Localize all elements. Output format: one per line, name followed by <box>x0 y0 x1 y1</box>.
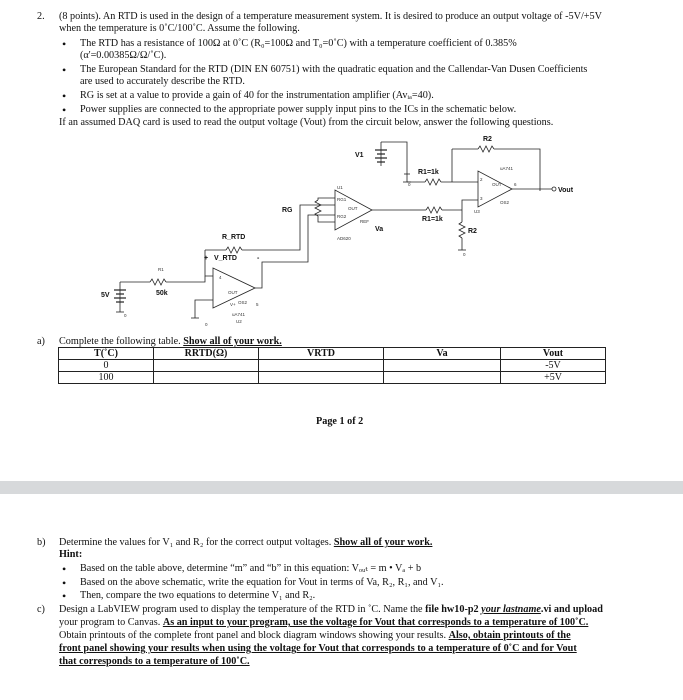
part-c-line1-a: Design a LabVIEW program used to display the temperature of the RTD in ˚C. Name the <box>59 604 423 615</box>
hint-bullet-2: • Based on the above schematic, write the equation for Vout in terms of Va, R₂, R₁, and V₁. <box>80 577 444 589</box>
u2-os2-pin: OS2 <box>238 300 248 305</box>
u2-vplus-pin: V+ <box>230 302 236 307</box>
ground-label-v1: 0 <box>408 182 411 187</box>
ground-label-u2: 0 <box>205 322 208 327</box>
header-vout: Vout <box>501 348 606 360</box>
hint-bullet-3: • Then, compare the two equations to determine V₁ and R₂. <box>80 590 315 602</box>
part-a-label: a) <box>37 336 45 347</box>
part-c-label: c) <box>37 604 45 615</box>
r1-mid-label: R1=1k <box>422 216 443 223</box>
part-b-bold: Show all of your work. <box>333 537 433 548</box>
vout-label: Vout <box>558 187 574 194</box>
part-b-text: Determine the values for V₁ and R₂ for the correct output voltages. <box>59 537 332 548</box>
part-a-prompt-text: Complete the following table. <box>59 336 181 347</box>
problem-question: If an assumed DAQ card is used to read the output voltage (Vout) from the circuit below, answer the following questions. <box>59 117 554 128</box>
u3-out-pin: OUT <box>492 182 502 187</box>
header-temperature: T(˚C) <box>59 348 154 360</box>
ground-label-5v: 0 <box>124 313 127 318</box>
u2-ref: U2 <box>236 319 242 324</box>
v1-label: V1 <box>355 152 364 159</box>
u1-ref-pin: REF <box>360 219 369 224</box>
part-c-line5: that corresponds to a temperature of 100˚C. <box>59 656 250 667</box>
r1-mid-resistor <box>426 207 442 213</box>
r1-50k-resistor <box>150 279 166 285</box>
u1-out-pin: OUT <box>348 206 358 211</box>
table-header-row <box>59 348 606 360</box>
part-b-prompt <box>59 537 432 549</box>
r-rtd-resistor <box>226 247 242 253</box>
u3-pin3: 3 <box>480 196 483 201</box>
u3-ref: U3 <box>474 209 480 214</box>
u3-type: uA741 <box>500 166 514 171</box>
part-c-lastname: your lastname <box>481 604 541 615</box>
r1-ref: R1 <box>158 267 164 272</box>
data-table <box>58 347 606 384</box>
rg-resistor <box>315 200 321 216</box>
assumption-bullet-3: • RG is set at a value to provide a gain of 40 for the instrumentation amplifier (Avᵢₐ=40). <box>80 90 434 102</box>
part-c-line1 <box>59 604 603 616</box>
part-c-line3-a: Obtain printouts of the complete front panel and block diagram windows showing your results. <box>59 630 447 641</box>
u2-pin5: 5 <box>256 302 259 307</box>
part-a-prompt-bold: Show all of your work. <box>183 336 282 347</box>
cell-va[interactable] <box>384 372 501 384</box>
part-c-line3-b: Also, obtain printouts of the <box>448 630 571 641</box>
r-rtd-label: R_RTD <box>222 234 246 241</box>
page-break-divider <box>0 481 683 494</box>
ad620-label: AD620 <box>337 236 351 241</box>
hint-label: Hint: <box>59 549 83 560</box>
page-footer: Page 1 of 2 <box>316 416 364 427</box>
part-b-label: b) <box>37 537 46 548</box>
header-va: Va <box>384 348 501 360</box>
r2-resistor <box>478 146 494 152</box>
part-c-line4: front panel showing your results when using the voltage for Vout that corresponds to a temperature of 0˚C and for Vout <box>59 643 577 654</box>
assumption-bullet-2: • The European Standard for the RTD (DIN EN 60751) with the quadratic equation and the Callendar-Van Dusen Coefficients <box>80 64 587 76</box>
ground-label-r2: 0 <box>463 252 466 257</box>
u3-os2-pin: OS2 <box>500 200 510 205</box>
r2-lower-label: R2 <box>468 228 477 235</box>
assumption-bullet-2-cont: are used to accurately describe the RTD. <box>80 76 245 87</box>
cell-rrtd[interactable] <box>154 360 259 372</box>
r1-value: 50k <box>156 290 168 297</box>
u1-rg1-pin: RG1 <box>337 197 347 202</box>
part-c-line2-a: your program to Canvas. <box>59 617 161 628</box>
problem-intro-line2: when the temperature is 0˚C/100˚C. Assume the following. <box>59 23 300 34</box>
table-row <box>59 360 606 372</box>
assumption-bullet-4: • Power supplies are connected to the appropriate power supply input pins to the ICs in the schematic below. <box>80 104 516 116</box>
va-label: Va <box>375 226 384 233</box>
r2-lower-resistor <box>459 222 465 238</box>
v-rtd-minus: - <box>257 255 260 262</box>
cell-va[interactable] <box>384 360 501 372</box>
r1-top-label: R1=1k <box>418 169 439 176</box>
r2-label: R2 <box>483 136 492 143</box>
cell-temperature: 100 <box>59 372 154 384</box>
circuit-schematic <box>0 128 683 338</box>
table-row <box>59 372 606 384</box>
rg-label: RG <box>282 207 293 214</box>
u2-pin4: 4 <box>219 275 222 280</box>
problem-intro-line1: (8 points). An RTD is used in the design of a temperature measurement system. It is desired to produce an output voltage of -5V/+5V <box>59 11 602 22</box>
part-c-line2-b: As an input to your program, use the voltage for Vout that corresponds to a temperature of 100˚C. <box>162 617 589 628</box>
part-c-file: file hw10-p2 <box>425 604 479 615</box>
v-rtd-plus: + <box>204 255 209 262</box>
u3-pin6: 6 <box>514 182 517 187</box>
problem-number: 2. <box>37 11 45 22</box>
u3-pin2: 2 <box>480 177 483 182</box>
u2-out-pin: OUT <box>228 290 238 295</box>
hint-bullet-1: • Based on the table above, determine “m” and “b” in this equation: Vₒᵤₜ = m • Vₐ + b <box>80 563 421 575</box>
assumption-bullet-1: • The RTD has a resistance of 100Ω at 0˚C (R₀=100Ω and T₀=0˚C) with a temperature coefficient of 0.385% <box>80 38 517 50</box>
cell-vrtd[interactable] <box>259 360 384 372</box>
u1-rg2-pin: RG2 <box>337 214 347 219</box>
five-volt-label: 5V <box>101 292 110 299</box>
cell-rrtd[interactable] <box>154 372 259 384</box>
part-c-line3 <box>59 630 571 642</box>
u2-type: uA741 <box>232 312 246 317</box>
cell-temperature: 0 <box>59 360 154 372</box>
assumption-bullet-1-cont: (α'=0.00385Ω/Ω/˚C). <box>80 50 167 61</box>
cell-vout: -5V <box>501 360 606 372</box>
cell-vrtd[interactable] <box>259 372 384 384</box>
part-c-line2 <box>59 617 588 629</box>
header-rrtd: RRTD(Ω) <box>154 348 259 360</box>
header-vrtd: VRTD <box>259 348 384 360</box>
cell-vout: +5V <box>501 372 606 384</box>
u1-ref: U1 <box>337 185 343 190</box>
v-rtd-label: V_RTD <box>214 255 237 262</box>
part-c-line1-b: .vi and upload <box>540 604 603 615</box>
r1-top-resistor <box>425 179 441 185</box>
